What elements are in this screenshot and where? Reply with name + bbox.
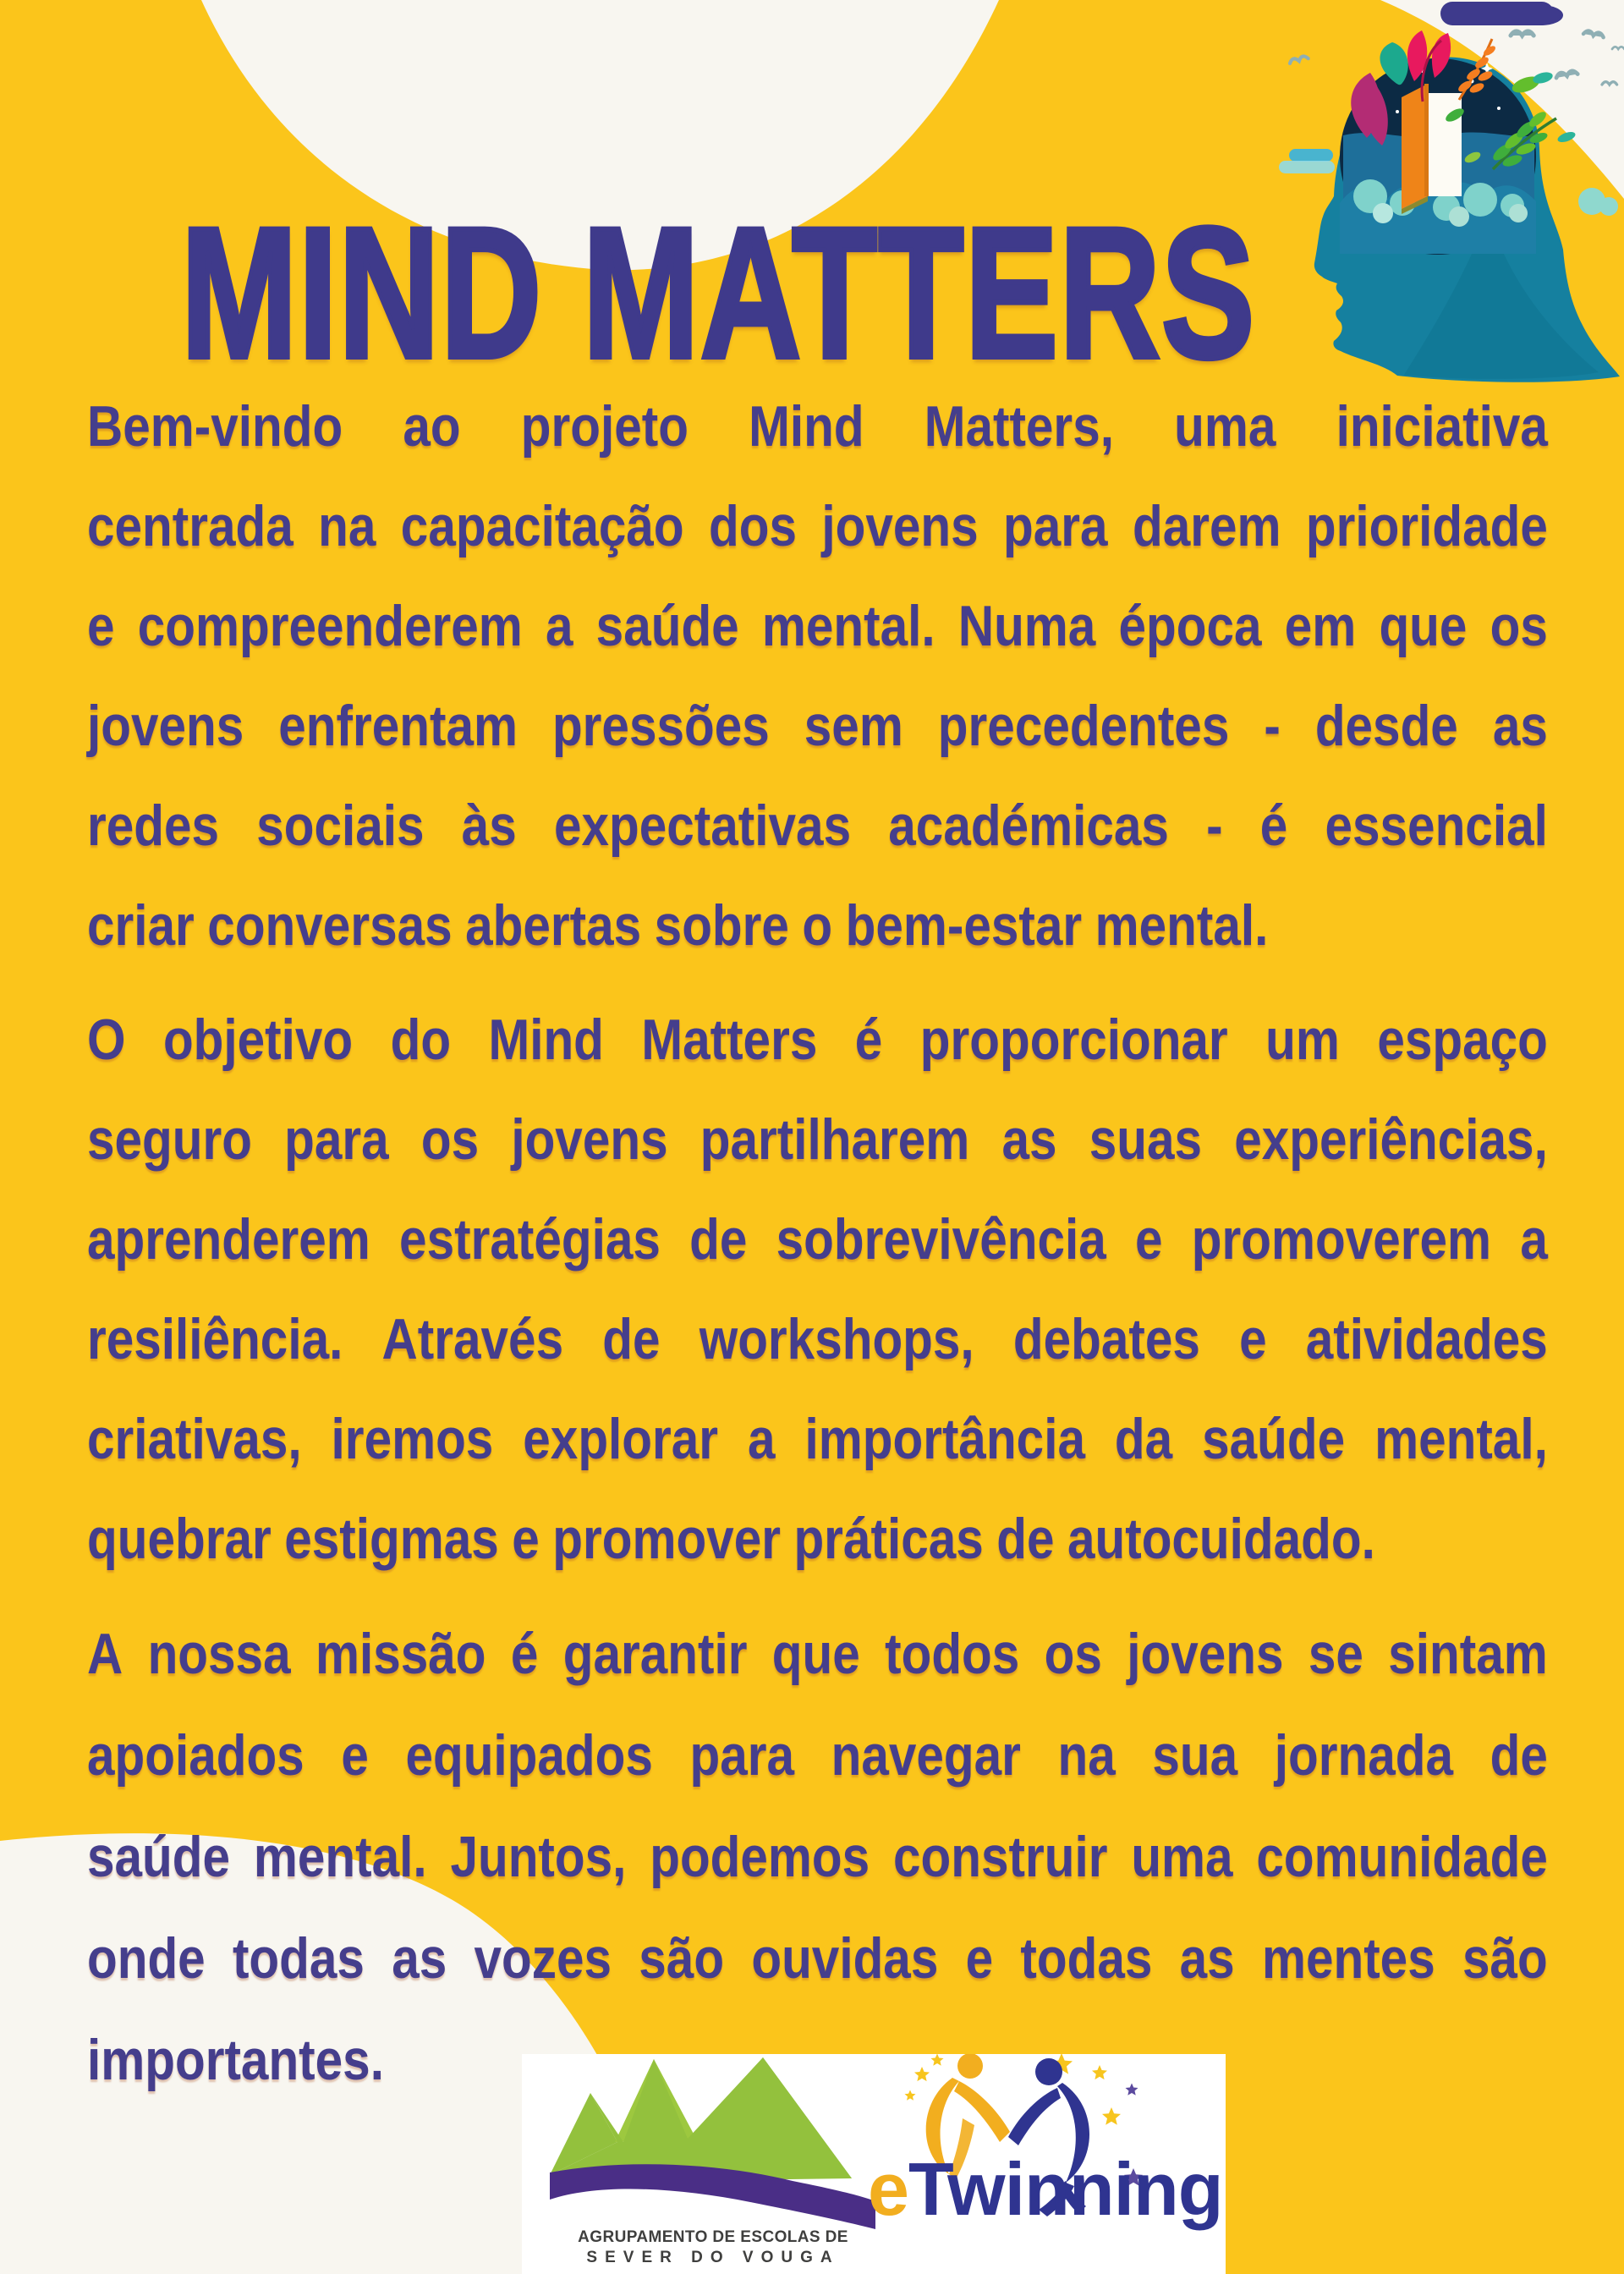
page-title: MIND MATTERS — [181, 189, 1256, 397]
text-word: partilharem — [700, 1107, 970, 1172]
text-word: Através — [381, 1307, 564, 1371]
text-word: jovens — [821, 494, 979, 558]
text-word: e — [512, 1507, 540, 1571]
text-word: a — [1520, 1207, 1548, 1272]
text-word: as — [1001, 1107, 1057, 1172]
text-word: as — [392, 1926, 447, 1991]
text-word: um — [1265, 1008, 1340, 1072]
text-word: Mind — [749, 394, 864, 459]
text-word: projeto — [520, 394, 689, 459]
text-word: mental. — [1095, 893, 1269, 958]
text-word: de — [996, 1507, 1055, 1571]
text-word: jovens — [1127, 1622, 1284, 1686]
text-word: todas — [232, 1926, 365, 1991]
text-word: importância — [804, 1407, 1085, 1471]
etwinning-wordmark-e: e — [868, 2147, 908, 2231]
school-name-line1: AGRUPAMENTO DE ESCOLAS DE — [578, 2228, 848, 2246]
text-word: para — [689, 1723, 795, 1788]
logos-panel — [522, 2054, 1226, 2274]
text-word: e — [87, 594, 115, 658]
text-word: Matters, — [924, 394, 1114, 459]
text-word: Mind — [488, 1008, 604, 1072]
text-word: mentes — [1261, 1926, 1435, 1991]
text-word: saúde — [1202, 1407, 1346, 1471]
text-word: equipados — [405, 1723, 653, 1788]
left-clouds — [1279, 149, 1335, 173]
text-word: saúde — [595, 594, 739, 658]
text-line — [87, 990, 1548, 1090]
text-word: Juntos, — [450, 1825, 627, 1889]
text-word: promoverem — [1191, 1207, 1492, 1272]
text-line — [87, 1489, 1548, 1589]
text-word: é — [510, 1622, 539, 1686]
text-word: desde — [1314, 694, 1458, 758]
text-word: Matters — [641, 1008, 818, 1072]
text-word: conversas — [207, 893, 453, 958]
text-word: sem — [804, 694, 903, 758]
text-word: darem — [1132, 494, 1281, 558]
text-word: enfrentam — [278, 694, 518, 758]
text-word: todos — [885, 1622, 1020, 1686]
text-word: é — [854, 1008, 883, 1072]
text-word: de — [1490, 1723, 1548, 1788]
text-word: os — [1044, 1622, 1102, 1686]
text-word: Numa — [957, 594, 1096, 658]
text-word: redes — [87, 794, 220, 858]
text-word: experiências, — [1234, 1107, 1548, 1172]
text-word: debates — [1012, 1307, 1200, 1371]
text-word: os — [1490, 594, 1548, 658]
text-word: - — [1206, 794, 1223, 858]
text-word: nossa — [147, 1622, 291, 1686]
text-word: se — [1308, 1622, 1363, 1686]
text-word: iniciativa — [1336, 394, 1548, 459]
text-word: estratégias — [399, 1207, 661, 1272]
text-word: objetivo — [162, 1008, 354, 1072]
text-word: jovens — [87, 694, 244, 758]
text-word: é — [1259, 794, 1288, 858]
text-line — [87, 1389, 1548, 1489]
text-word: e — [1239, 1307, 1267, 1371]
text-word: promover — [552, 1507, 781, 1571]
text-word: práticas — [793, 1507, 984, 1571]
text-word: e — [965, 1926, 994, 1991]
text-word: dos — [709, 494, 798, 558]
text-word: uma — [1174, 394, 1276, 459]
text-word: iremos — [331, 1407, 494, 1471]
text-word: a — [545, 594, 573, 658]
text-word: do — [390, 1008, 452, 1072]
text-line — [87, 1090, 1548, 1189]
text-word: capacitação — [400, 494, 684, 558]
text-line — [87, 1289, 1548, 1389]
text-word: sobre — [654, 893, 789, 958]
text-word: em — [1284, 594, 1357, 658]
etwinning-wordmark — [868, 2147, 1223, 2231]
text-word: O — [87, 1008, 126, 1072]
text-word: prioridade — [1305, 494, 1548, 558]
text-word: são — [639, 1926, 725, 1991]
etwinning-wordmark-rest: Twinning — [908, 2147, 1223, 2231]
text-word: importantes. — [87, 2028, 384, 2092]
text-word: garantir — [562, 1622, 748, 1686]
text-word: e — [341, 1723, 369, 1788]
text-word: proporcionar — [919, 1008, 1228, 1072]
text-word: vozes — [474, 1926, 612, 1991]
text-line — [87, 376, 1548, 476]
text-word: resiliência. — [87, 1307, 343, 1371]
school-name-line2: SEVER DO VOUGA — [586, 2249, 840, 2266]
text-word: aprenderem — [87, 1207, 370, 1272]
open-door — [1402, 84, 1462, 214]
text-word: atividades — [1305, 1307, 1548, 1371]
text-word: as — [1492, 694, 1548, 758]
text-word: para — [1003, 494, 1108, 558]
text-word: uma — [1131, 1825, 1233, 1889]
text-word: de — [602, 1307, 661, 1371]
text-word: construir — [893, 1825, 1108, 1889]
text-line — [87, 876, 1548, 975]
text-word: as — [1179, 1926, 1235, 1991]
text-word: a — [748, 1407, 776, 1471]
text-word: mental, — [1374, 1407, 1548, 1471]
text-word: seguro — [87, 1107, 252, 1172]
text-word: podemos — [650, 1825, 870, 1889]
text-word: abertas — [465, 893, 642, 958]
text-word: explorar — [523, 1407, 719, 1471]
text-word: são — [1462, 1926, 1548, 1991]
text-word: que — [771, 1622, 860, 1686]
text-word: sintam — [1388, 1622, 1548, 1686]
text-word: sua — [1152, 1723, 1238, 1788]
text-word: e — [1135, 1207, 1163, 1272]
text-line — [87, 1603, 1548, 1705]
text-word: suas — [1089, 1107, 1203, 1172]
text-word: de — [689, 1207, 748, 1272]
text-word: saúde — [87, 1825, 231, 1889]
text-word: expectativas — [553, 794, 852, 858]
text-word: ouvidas — [751, 1926, 939, 1991]
text-word: autocuidado. — [1067, 1507, 1375, 1571]
text-word: às — [461, 794, 517, 858]
paragraph-objective — [87, 990, 1548, 1589]
text-word: apoiados — [87, 1723, 304, 1788]
text-word: todas — [1020, 1926, 1153, 1991]
text-word: os — [420, 1107, 480, 1172]
text-word: - — [1264, 694, 1281, 758]
text-word: que — [1379, 594, 1468, 658]
text-word: ao — [403, 394, 461, 459]
text-word: compreenderem — [137, 594, 523, 658]
text-line — [87, 676, 1548, 776]
text-word: A — [87, 1622, 123, 1686]
text-word: na — [1057, 1723, 1116, 1788]
text-word: mental. — [761, 594, 935, 658]
text-line — [87, 1705, 1548, 1806]
text-word: bem-estar — [845, 893, 1083, 958]
text-word: na — [318, 494, 376, 558]
text-word: académicas — [888, 794, 1169, 858]
text-word: sociais — [256, 794, 425, 858]
text-word: precedentes — [937, 694, 1230, 758]
text-word: navegar — [831, 1723, 1021, 1788]
text-word: mental. — [253, 1825, 427, 1889]
text-line — [87, 776, 1548, 876]
text-word: da — [1114, 1407, 1173, 1471]
text-word: jovens — [511, 1107, 668, 1172]
paragraph-mission — [87, 1603, 1548, 2111]
text-word: missão — [315, 1622, 486, 1686]
text-line — [87, 576, 1548, 676]
text-word: onde — [87, 1926, 206, 1991]
text-word: centrada — [87, 494, 294, 558]
text-word: para — [284, 1107, 389, 1172]
text-word: workshops, — [699, 1307, 974, 1371]
etwinning-logo — [864, 2054, 1226, 2274]
text-line — [87, 1189, 1548, 1289]
text-word: sobrevivência — [776, 1207, 1106, 1272]
paragraph-welcome — [87, 376, 1548, 975]
text-line — [87, 1908, 1548, 2009]
text-line — [87, 476, 1548, 576]
text-word: época — [1118, 594, 1262, 658]
text-word: essencial — [1325, 794, 1548, 858]
text-line — [87, 1806, 1548, 1908]
text-word: espaço — [1377, 1008, 1548, 1072]
text-word: o — [802, 893, 833, 958]
text-word: Bem-vindo — [87, 394, 343, 459]
text-word: quebrar — [87, 1507, 272, 1571]
text-word: criar — [87, 893, 195, 958]
text-word: estigmas — [284, 1507, 499, 1571]
text-word: pressões — [551, 694, 770, 758]
text-word: comunidade — [1256, 1825, 1548, 1889]
text-word: jornada — [1274, 1723, 1453, 1788]
text-word: criativas, — [87, 1407, 302, 1471]
